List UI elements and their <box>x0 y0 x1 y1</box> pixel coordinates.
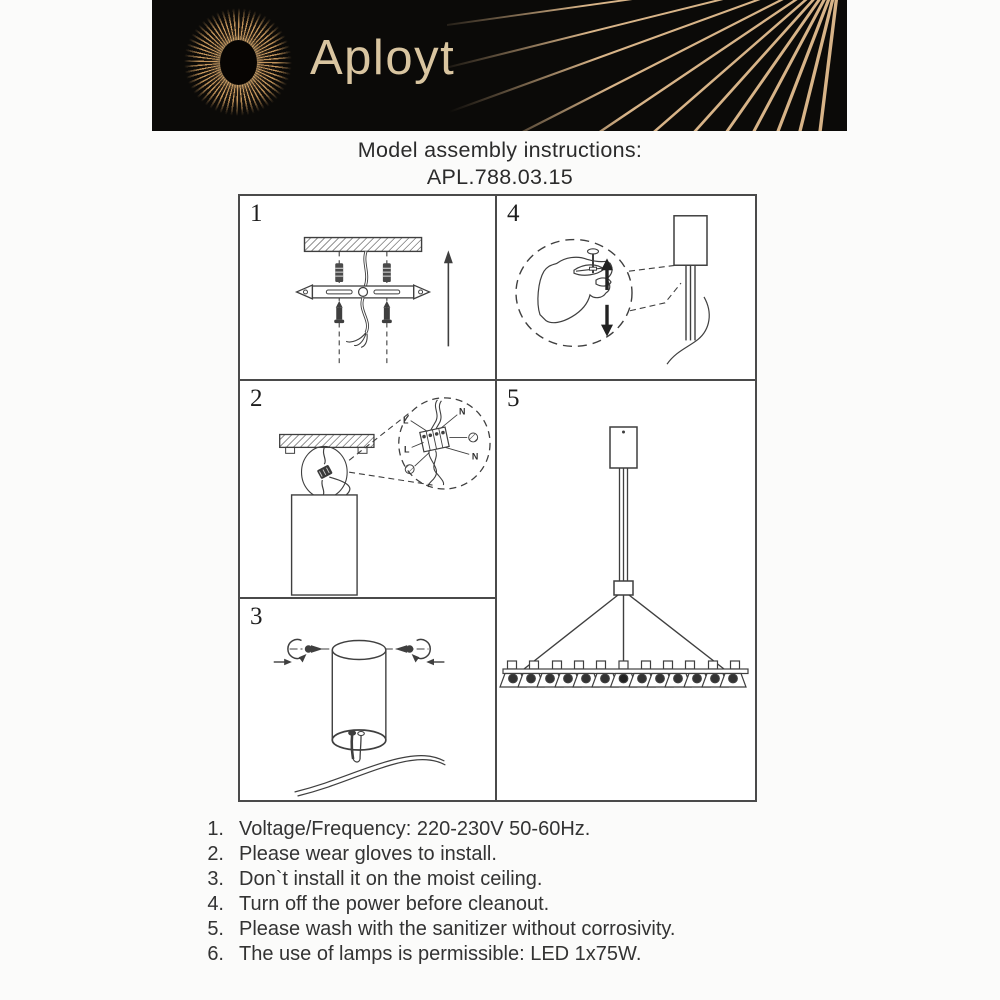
instruction-item <box>199 842 839 867</box>
item-number: 1. <box>207 818 224 840</box>
wire-label-N-top: N <box>459 406 466 417</box>
bottom-screws-and-wire <box>295 731 446 796</box>
step-2-number: 2 <box>250 385 263 412</box>
canopy-box <box>292 495 357 595</box>
bracket-foot <box>286 447 295 453</box>
up-down-arrows <box>601 258 613 336</box>
instruction-item <box>199 917 839 942</box>
junction-box <box>614 581 633 595</box>
wall-anchors <box>335 263 391 282</box>
up-arrow <box>444 250 453 346</box>
item-text: Don`t install it on the moist ceiling. <box>239 867 543 890</box>
item-number: 4. <box>207 892 224 915</box>
lamp-bar <box>503 669 748 674</box>
canopy-screw-fixing-diagram <box>240 599 495 800</box>
instruction-list <box>199 817 839 966</box>
detail-circle <box>516 240 632 347</box>
step-1-number: 1 <box>250 200 263 227</box>
brand-name: Aployt <box>310 31 456 85</box>
side-screw-right <box>397 640 445 665</box>
item-text: Turn off the power before cleanout. <box>239 892 550 915</box>
ceiling-bracket-mounting-diagram <box>240 196 495 379</box>
power-wire <box>346 298 367 347</box>
canopy-and-rods <box>674 216 707 341</box>
wire-label-L-top: L <box>402 415 409 426</box>
item-text: Voltage/Frequency: 220-230V 50-60Hz. <box>239 818 591 840</box>
height-adjustment-diagram <box>497 196 755 379</box>
step-5-panel <box>497 381 755 800</box>
side-screw-left <box>274 640 322 665</box>
item-number: 6. <box>207 942 224 965</box>
item-text: The use of lamps is permissible: LED 1x75W. <box>239 942 642 965</box>
wire-label-N-mid: N <box>471 451 479 462</box>
instruction-item <box>199 817 839 842</box>
item-text: Please wear gloves to install. <box>239 842 497 865</box>
sunburst-logo-center <box>220 40 257 85</box>
step-1-panel <box>240 196 497 381</box>
ceiling <box>304 238 421 252</box>
hanging-wire <box>667 297 709 364</box>
instruction-item <box>199 892 839 917</box>
assembly-steps-grid <box>238 194 757 802</box>
step-3-number: 3 <box>250 603 263 630</box>
step-4-panel <box>497 196 755 381</box>
item-number: 5. <box>207 917 224 940</box>
step-4-number: 4 <box>507 200 520 227</box>
item-number: 2. <box>207 842 224 865</box>
mounting-bracket <box>297 285 430 299</box>
hand-icon <box>538 257 612 322</box>
item-number: 3. <box>207 867 224 890</box>
instruction-item <box>199 942 839 967</box>
corner-rays-decoration <box>447 0 847 131</box>
step-3-panel <box>240 599 497 800</box>
model-number: APL.788.03.15 <box>426 165 574 189</box>
lamp-shades <box>500 674 746 688</box>
wire-label-L-mid: L <box>403 444 410 455</box>
lamp-sockets <box>508 661 740 669</box>
assembled-chandelier-diagram <box>497 381 755 800</box>
step-2-panel <box>240 381 497 599</box>
item-text: Please wash with the sanitizer without corrosivity. <box>239 917 676 940</box>
page-title: Model assembly instructions: <box>357 138 643 162</box>
wiring-connection-diagram <box>240 381 495 597</box>
brand-banner <box>152 0 847 131</box>
ceiling <box>280 435 374 448</box>
terminal-block <box>420 427 449 452</box>
step-5-number: 5 <box>507 385 520 412</box>
instruction-item <box>199 867 839 892</box>
